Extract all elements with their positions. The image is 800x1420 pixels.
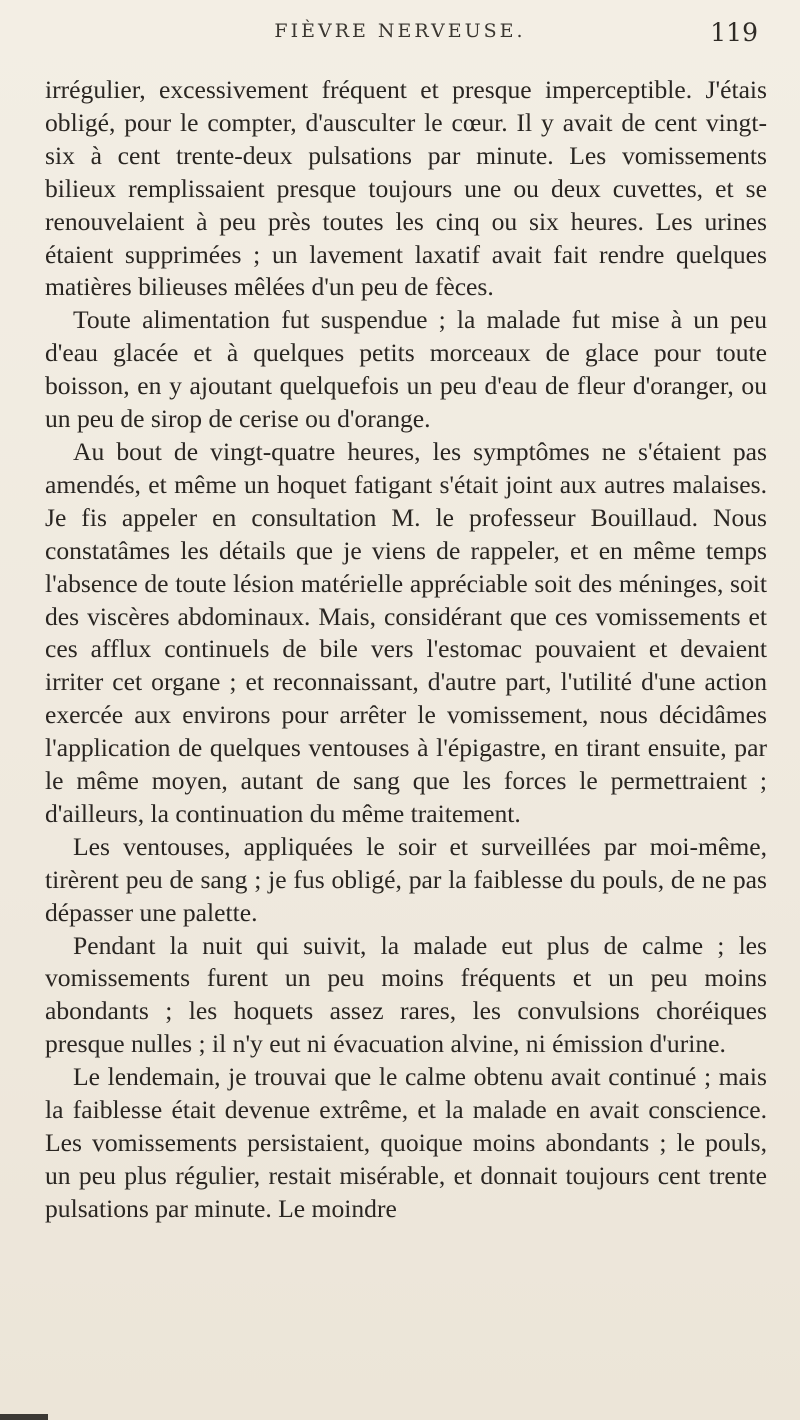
paragraph-ventouses: Les ventouses, appliquées le soir et surveillées par moi-même, tirèrent peu de sang ; je fus obligé, par la faiblesse du pouls, de ne pas dépasser une palette. <box>45 831 767 927</box>
body-text <box>45 74 767 1226</box>
running-title: FIÈVRE NERVEUSE. <box>274 20 526 42</box>
paragraph-alimentation: Toute alimentation fut suspendue ; la malade fut mise à un peu d'eau glacée et à quelques petits morceaux de glace pour toute boisson, en y ajoutant quelquefois un peu d'eau de fleur d'oranger, ou un peu de sirop de cerise ou d'orange. <box>45 305 767 434</box>
paragraph-nuit: Pendant la nuit qui suivit, la malade eut plus de calme ; les vomissements furent un peu moins fréquents et un peu moins abondants ; les hoquets assez rares, les convulsions choréiques presque nulles ; il n'y eut ni évacuation alvine, ni émission d'urine. <box>45 930 767 1059</box>
page-edge-mark <box>0 1414 48 1420</box>
page-header <box>0 16 800 56</box>
paragraph-continuation: irrégulier, excessivement fréquent et presque imperceptible. J'étais obligé, pour le compter, d'ausculter le cœur. Il y avait de cent vingt-six à cent trente-deux pulsations par minute. Les vomissements bilieux remplissaient presque toujours une ou deux cuvettes, et se renouvelaient à peu près toutes les cinq ou six heures. Les urines étaient supprimées ; un lavement laxatif avait fait rendre quelques matières bilieuses mêlées d'un peu de fèces. <box>45 75 767 302</box>
paragraph-lendemain: Le lendemain, je trouvai que le calme obtenu avait continué ; mais la faiblesse était devenue extrême, et la malade en avait conscience. Les vomissements persistaient, quoique moins abondants ; le pouls, un peu plus régulier, restait misérable, et donnait toujours cent trente pulsations par minute. Le moindre <box>45 1062 767 1223</box>
paragraph-consultation: Au bout de vingt-quatre heures, les symptômes ne s'étaient pas amendés, et même un hoquet fatigant s'était joint aux autres malaises. Je fis appeler en consultation M. le professeur Bouillaud. Nous constatâmes les détails que je viens de rappeler, et en même temps l'absence de toute lésion matérielle appréciable soit des méninges, soit des viscères abdominaux. Mais, considérant que ces vomissements et ces afflux continuels de bile vers l'estomac pouvaient et devaient irriter cet organe ; et reconnaissant, d'autre part, l'utilité d'une action exercée aux environs pour arrêter le vomissement, nous décidâmes l'application de quelques ventouses à l'épigastre, en tirant ensuite, par le même moyen, autant de sang que les forces le permettraient ; d'ailleurs, la continuation du même traitement. <box>45 436 767 828</box>
page-number: 119 <box>710 18 758 47</box>
